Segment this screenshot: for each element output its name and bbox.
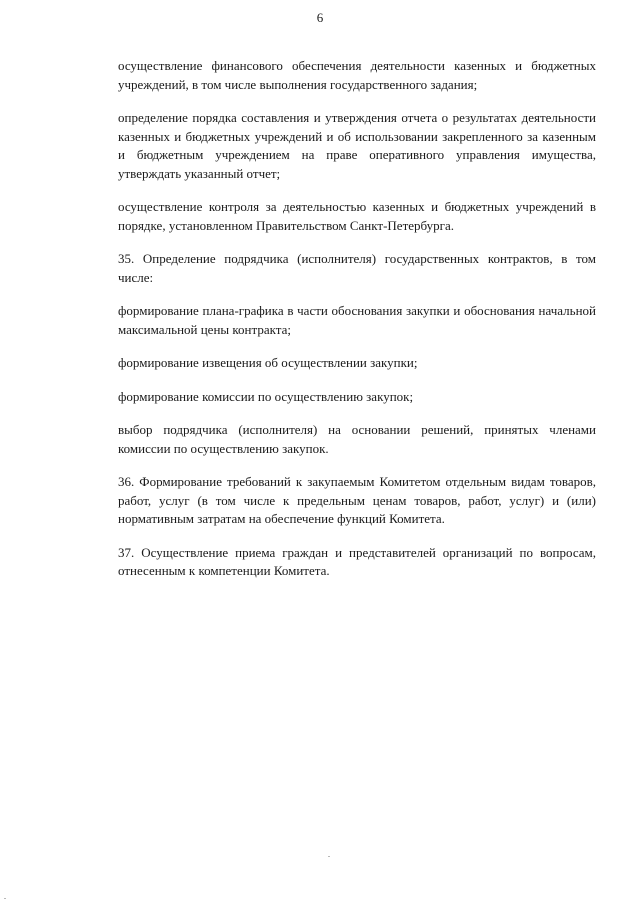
paragraph-report-procedure: определение порядка составления и утверждения отчета о результатах деятельности казенных и бюджетных учреждений и об использовании закрепленного за казенным и бюджетным учреждением на праве оперативного управления имущества, утверждать указанный отчет; (118, 110, 596, 181)
document-body (118, 57, 596, 581)
scan-artifact (328, 856, 330, 857)
paragraph-procurement-plan: формирование плана-графика в части обоснования закупки и обоснования начальной максимальной цены контракта; (118, 303, 596, 337)
paragraph-procurement-notice: формирование извещения об осуществлении закупки; (118, 355, 418, 370)
paragraph-contractor-selection: выбор подрядчика (исполнителя) на основании решений, принятых членами комиссии по осуществлению закупок. (118, 422, 596, 456)
paragraph-control: осуществление контроля за деятельностью казенных и бюджетных учреждений в порядке, установленном Правительством Санкт-Петербурга. (118, 199, 596, 233)
paragraph-item-37: 37. Осуществление приема граждан и представителей организаций по вопросам, отнесенным к компетенции Комитета. (118, 544, 596, 578)
paragraph-procurement-commission: формирование комиссии по осуществлению закупок; (118, 388, 414, 404)
paragraph-item-36: 36. Формирование требований к закупаемым Комитетом отдельным видам товаров, работ, услуг (в том числе к предельным ценам товаров, работ, услуг) и (или) нормативным затратам на обеспечение функций Комитета. (118, 474, 596, 526)
paragraph-financing: осуществление финансового обеспечения деятельности казенных и бюджетных учреждений, в том числе выполнения государственного задания; (118, 58, 596, 92)
scan-artifact (4, 898, 6, 899)
paragraph-item-35: 35. Определение подрядчика (исполнителя) государственных контрактов, в том числе: (118, 251, 596, 285)
page-number: 6 (316, 10, 324, 25)
